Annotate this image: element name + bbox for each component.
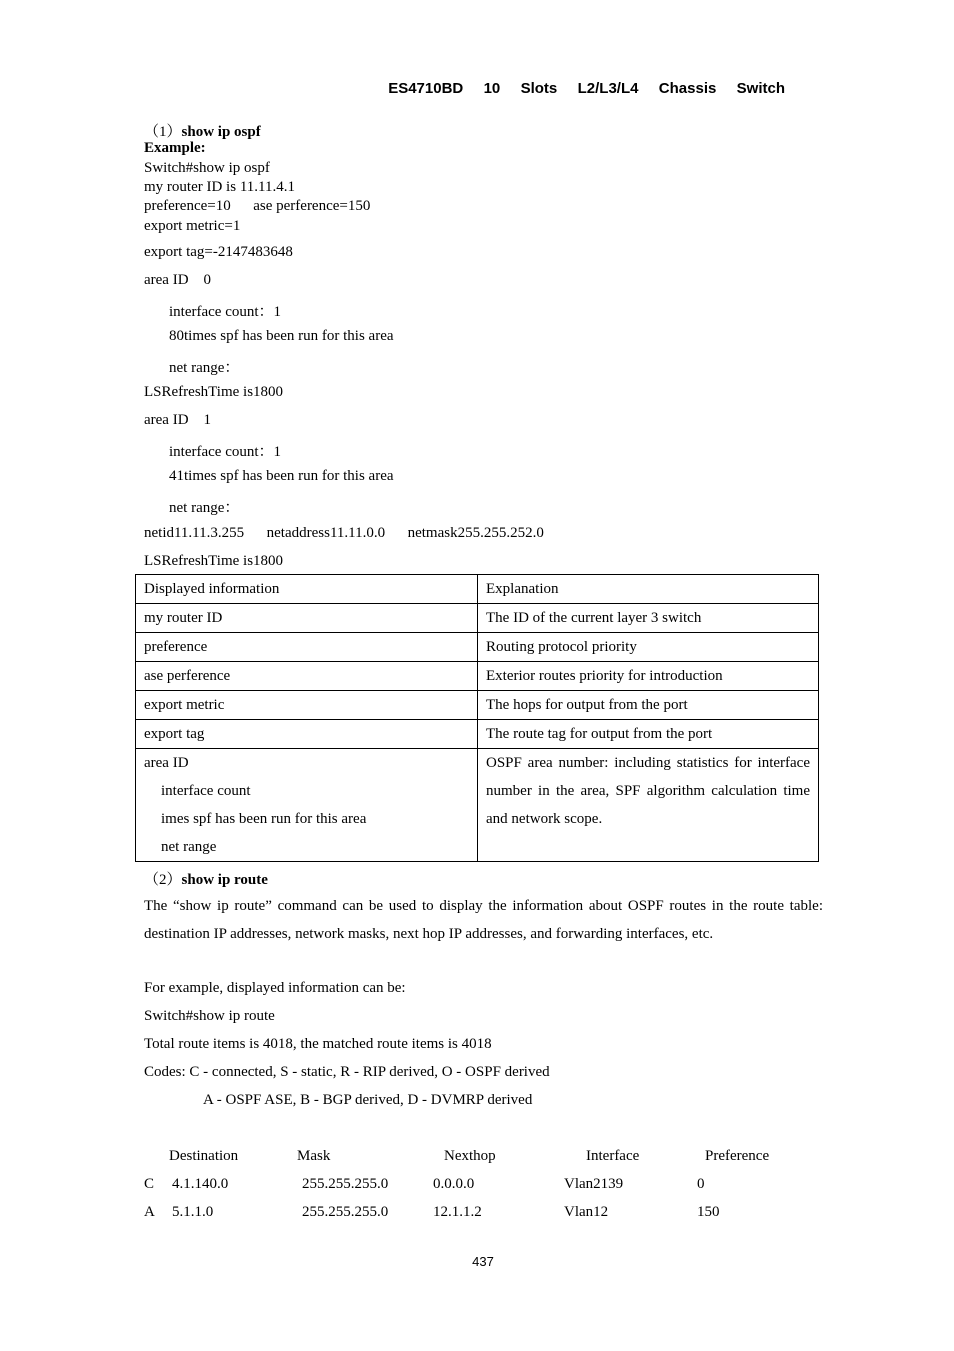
table-cell: The ID of the current layer 3 switch — [478, 604, 819, 633]
heading-command: show ip route — [181, 872, 268, 888]
cli-line: my router ID is 11.11.4.1 — [144, 179, 295, 195]
route-interface: Vlan12 — [564, 1204, 609, 1220]
table-row — [136, 691, 819, 720]
running-header: ES4710BD 10 Slots L2/L3/L4 Chassis Switch — [388, 80, 785, 97]
cli-line: net range： — [169, 500, 240, 516]
cli-line: area ID 1 — [144, 412, 212, 428]
table-cell-line: net range — [161, 839, 217, 855]
route-column-header: Interface — [586, 1148, 640, 1164]
route-interface: Vlan2139 — [564, 1176, 624, 1192]
route-mask: 255.255.255.0 — [302, 1204, 389, 1220]
route-code: C — [144, 1176, 155, 1192]
cli-line: preference=10 ase perference=150 — [144, 198, 371, 214]
route-nexthop: 12.1.1.2 — [433, 1204, 482, 1220]
table-cell: The hops for output from the port — [478, 691, 819, 720]
table-row — [136, 662, 819, 691]
table-header-cell: Displayed information — [136, 575, 478, 604]
cli-line: Total route items is 4018, the matched route items is 4018 — [144, 1036, 492, 1052]
section-heading-show-ip-ospf — [144, 120, 261, 141]
table-cell: ase perference — [136, 662, 478, 691]
route-destination: 4.1.140.0 — [172, 1176, 229, 1192]
cli-line: LSRefreshTime is1800 — [144, 553, 284, 569]
table-cell: The route tag for output from the port — [478, 720, 819, 749]
table-row — [136, 604, 819, 633]
route-code: A — [144, 1204, 155, 1220]
cli-line: LSRefreshTime is1800 — [144, 384, 284, 400]
cli-line: Switch#show ip route — [144, 1008, 275, 1024]
table-header-row — [136, 575, 819, 604]
explanation-table — [135, 574, 819, 862]
table-cell: my router ID — [136, 604, 478, 633]
example-label: Example: — [144, 140, 206, 156]
route-mask: 255.255.255.0 — [302, 1176, 389, 1192]
table-row — [136, 749, 819, 862]
table-header-cell: Explanation — [478, 575, 819, 604]
table-cell: Routing protocol priority — [478, 633, 819, 662]
table-cell-line: interface count — [161, 783, 251, 799]
route-nexthop: 0.0.0.0 — [433, 1176, 475, 1192]
cli-line: area ID 0 — [144, 272, 212, 288]
route-column-header: Mask — [297, 1148, 331, 1164]
cli-line: 80times spf has been run for this area — [169, 328, 394, 344]
description-paragraph: The “show ip route” command can be used to display the information about OSPF routes in the route table: destination IP addresses, network masks, next hop IP addresses, and forwarding interfaces, etc. — [144, 898, 823, 942]
table-cell-line: area ID — [144, 755, 189, 771]
cli-line: Switch#show ip ospf — [144, 160, 270, 176]
table-cell-multiline — [136, 749, 478, 862]
table-cell: OSPF area number: including statistics for interface number in the area, SPF algorithm calculation time and network scope. — [478, 749, 819, 862]
cli-line: netid11.11.3.255 netaddress11.11.0.0 netmask255.255.252.0 — [144, 525, 544, 541]
route-destination: 5.1.1.0 — [172, 1204, 214, 1220]
text-line: For example, displayed information can be: — [144, 980, 406, 996]
cli-line: Codes: C - connected, S - static, R - RIP derived, O - OSPF derived — [144, 1064, 550, 1080]
table-cell: preference — [136, 633, 478, 662]
table-cell-line: imes spf has been run for this area — [161, 811, 367, 827]
heading-command: show ip ospf — [181, 124, 261, 140]
route-column-header: Nexthop — [444, 1148, 496, 1164]
table-row — [136, 720, 819, 749]
cli-line: interface count：1 — [169, 444, 282, 460]
cli-line: 41times spf has been run for this area — [169, 468, 394, 484]
cli-line: A - OSPF ASE, B - BGP derived, D - DVMRP derived — [203, 1092, 533, 1108]
table-cell: export tag — [136, 720, 478, 749]
cli-line: export tag=-2147483648 — [144, 244, 293, 260]
route-column-header: Destination — [169, 1148, 239, 1164]
cli-line: export metric=1 — [144, 218, 241, 234]
heading-number: （2） — [144, 872, 182, 888]
page-number: 437 — [472, 1254, 494, 1269]
table-row — [136, 633, 819, 662]
cli-line: interface count：1 — [169, 304, 282, 320]
route-preference: 0 — [697, 1176, 705, 1192]
cli-line: net range： — [169, 360, 240, 376]
route-preference: 150 — [697, 1204, 720, 1220]
table-cell: Exterior routes priority for introduction — [478, 662, 819, 691]
table-cell: export metric — [136, 691, 478, 720]
heading-number: （1） — [144, 124, 182, 140]
route-column-header: Preference — [705, 1148, 770, 1164]
section-heading-show-ip-route — [144, 868, 268, 889]
